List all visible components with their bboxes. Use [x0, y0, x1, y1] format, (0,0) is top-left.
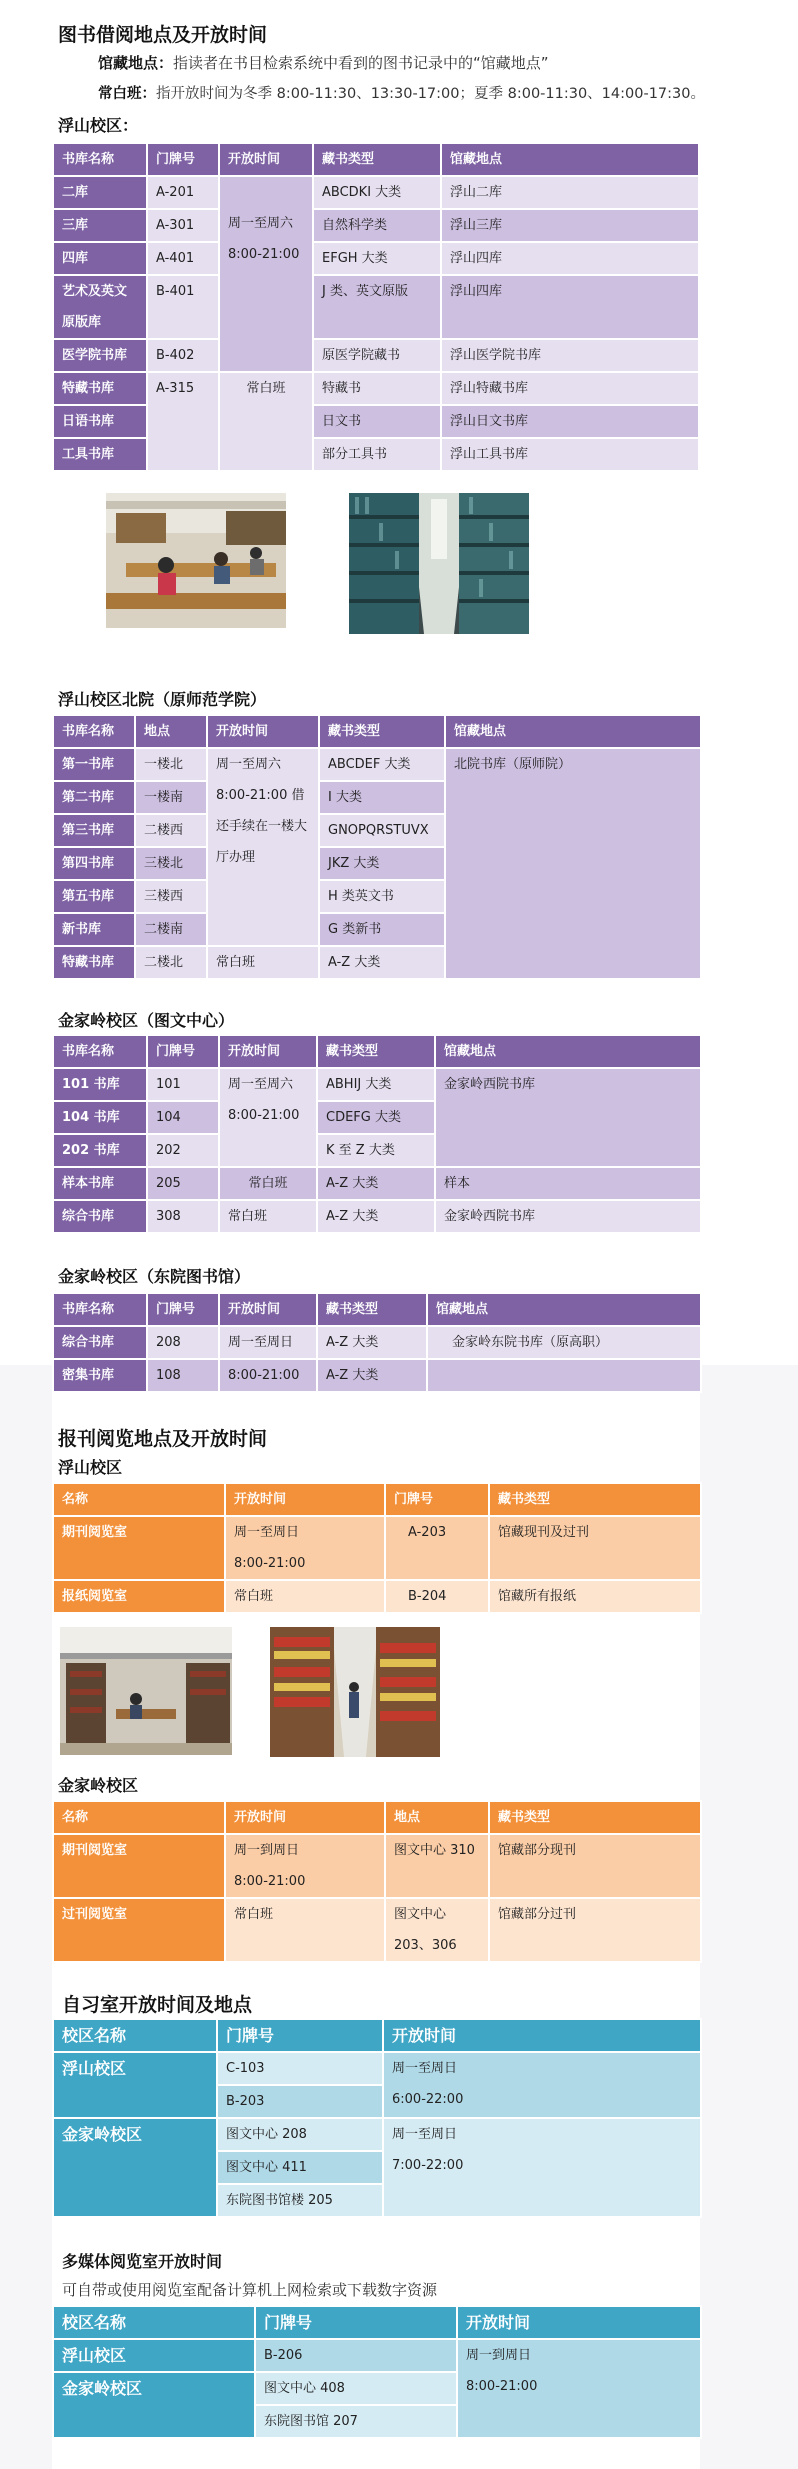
- stack-place: 一楼南: [135, 781, 207, 814]
- reading-room-illustration: [106, 493, 286, 628]
- column-header: 藏书类型: [489, 1483, 701, 1516]
- open-hours: 常白班: [225, 1898, 385, 1962]
- column-header: 馆藏地点: [441, 143, 699, 176]
- table-row: [53, 2052, 701, 2085]
- note-text: 指开放时间为冬季 8:00-11:30、13:30-17:00；夏季 8:00-11:30、14:00-17:30。: [156, 86, 705, 102]
- door-number: A-203: [385, 1516, 489, 1580]
- collection-location: 样本: [435, 1167, 701, 1200]
- column-header: 书库名称: [53, 715, 135, 748]
- room-place-line2: 203、306: [394, 1938, 457, 1953]
- stack-place: 二楼南: [135, 913, 207, 946]
- stack-place: 二楼北: [135, 946, 207, 979]
- note-label: 馆藏地点：: [98, 54, 174, 72]
- campus-heading: 金家岭校区: [58, 1776, 139, 1795]
- collection-type: A-Z 大类: [317, 1200, 435, 1233]
- multimedia-note: 可自带或使用阅览室配备计算机上网检索或下载数字资源: [62, 2281, 438, 2299]
- room-place: 图文中心 310: [385, 1834, 489, 1898]
- stack-name: 日语书库: [53, 405, 147, 438]
- fushan-library-table: [52, 142, 700, 472]
- table-row: [53, 1898, 701, 1962]
- open-hours: 常白班: [219, 1200, 317, 1233]
- door-number: C-103: [217, 2052, 383, 2085]
- table-row: [53, 1516, 701, 1580]
- table-row: [53, 2339, 701, 2372]
- periodicals-room-photo: [60, 1627, 232, 1755]
- jinjialing-center-library-table: [52, 1034, 702, 1234]
- campus-name: 金家岭校区: [53, 2118, 217, 2217]
- table-row: [53, 2118, 701, 2151]
- stack-name: 三库: [53, 209, 147, 242]
- collection-type: 部分工具书: [313, 438, 441, 471]
- collection-location: 金家岭西院书库: [435, 1068, 701, 1167]
- column-header: 门牌号: [147, 1035, 219, 1068]
- open-hours-time: 8:00-21:00: [234, 1874, 306, 1889]
- collection-location: 金家岭东院书库（原高职）: [427, 1326, 701, 1359]
- room-name: 期刊阅览室: [53, 1516, 225, 1580]
- column-header: 开放时间: [383, 2019, 701, 2052]
- collection-location: 浮山医学院书库: [441, 339, 699, 372]
- stack-name: 104 书库: [53, 1101, 147, 1134]
- table-row: [53, 1359, 701, 1392]
- collection-type: ABCDEF 大类: [319, 748, 445, 781]
- room-place: [385, 1898, 489, 1962]
- stack-name: 综合书库: [53, 1200, 147, 1233]
- column-header: 门牌号: [217, 2019, 383, 2052]
- table-header-row: [53, 2019, 701, 2052]
- open-hours-days: 周一到周日: [466, 2348, 532, 2363]
- table-header-row: [53, 1801, 701, 1834]
- column-header: 名称: [53, 1483, 225, 1516]
- note-label: 常白班：: [98, 86, 156, 102]
- door-number: A-315: [147, 372, 219, 471]
- stack-name: 第四书库: [53, 847, 135, 880]
- table-header-row: [53, 1035, 701, 1068]
- door-number: B-206: [255, 2339, 457, 2372]
- column-header: 开放时间: [219, 143, 313, 176]
- stack-name: 第一书库: [53, 748, 135, 781]
- study-room-table: [52, 2018, 702, 2218]
- collection-type: H 类英文书: [319, 880, 445, 913]
- campus-heading: 浮山校区北院（原师范学院）: [58, 690, 267, 709]
- open-hours: 周一至周日: [219, 1326, 317, 1359]
- door-number: A-401: [147, 242, 219, 275]
- collection-type: ABHIJ 大类: [317, 1068, 435, 1101]
- door-number: 图文中心 411: [217, 2151, 383, 2184]
- table-row: [53, 1068, 701, 1101]
- column-header: 馆藏地点: [445, 715, 701, 748]
- page-background-shade: [0, 1365, 52, 2469]
- stack-name: 新书库: [53, 913, 135, 946]
- column-header: 校区名称: [53, 2019, 217, 2052]
- collection-type: JKZ 大类: [319, 847, 445, 880]
- collection-location: 浮山二库: [441, 176, 699, 209]
- stack-name: 特藏书库: [53, 946, 135, 979]
- campus-heading: 金家岭校区（图文中心）: [58, 1011, 235, 1030]
- section-title-book-lending: 图书借阅地点及开放时间: [58, 24, 268, 46]
- door-number: 东院图书馆楼 205: [217, 2184, 383, 2217]
- table-row: [53, 1326, 701, 1359]
- door-number: 308: [147, 1200, 219, 1233]
- open-hours: [383, 2118, 701, 2217]
- table-row: [53, 1200, 701, 1233]
- table-row: [53, 1167, 701, 1200]
- door-number: 图文中心 408: [255, 2372, 457, 2405]
- collection-type: A-Z 大类: [319, 946, 445, 979]
- section-title-study-rooms: 自习室开放时间及地点: [62, 1994, 253, 2016]
- column-header: 开放时间: [207, 715, 319, 748]
- door-number: B-204: [385, 1580, 489, 1613]
- open-hours-time: 6:00-22:00: [392, 2092, 464, 2107]
- collection-location: 浮山三库: [441, 209, 699, 242]
- open-hours: [219, 176, 313, 372]
- stack-place: 二楼西: [135, 814, 207, 847]
- table-header-row: [53, 2306, 701, 2339]
- column-header: 校区名称: [53, 2306, 255, 2339]
- collection-type: EFGH 大类: [313, 242, 441, 275]
- door-number: 101: [147, 1068, 219, 1101]
- stack-place: 三楼西: [135, 880, 207, 913]
- open-hours-days: 周一到周日: [234, 1843, 300, 1858]
- table-row: [53, 339, 699, 372]
- collection-type: 原医学院藏书: [313, 339, 441, 372]
- stack-place: 三楼北: [135, 847, 207, 880]
- note-text: 指读者在书目检索系统中看到的图书记录中的“馆藏地点”: [173, 54, 549, 72]
- open-hours: [225, 1516, 385, 1580]
- column-header: 开放时间: [219, 1035, 317, 1068]
- open-hours-days: 周一至周日: [234, 1525, 300, 1540]
- table-row: [53, 209, 699, 242]
- stack-name: 第二书库: [53, 781, 135, 814]
- table-header-row: [53, 143, 699, 176]
- table-row: [53, 1580, 701, 1613]
- open-hours-days: 周一至周日: [392, 2127, 458, 2142]
- door-number: 202: [147, 1134, 219, 1167]
- campus-heading: 金家岭校区（东院图书馆）: [58, 1267, 251, 1286]
- column-header: 书库名称: [53, 1293, 147, 1326]
- section-title-multimedia: 多媒体阅览室开放时间: [62, 2252, 223, 2271]
- table-row: [53, 748, 701, 781]
- door-number: A-301: [147, 209, 219, 242]
- table-row: [53, 242, 699, 275]
- stack-name: 第五书库: [53, 880, 135, 913]
- table-row: [53, 275, 699, 339]
- door-number: B-402: [147, 339, 219, 372]
- open-hours-days: 周一至周六: [228, 216, 294, 231]
- door-number: 104: [147, 1101, 219, 1134]
- open-hours: 常白班: [219, 372, 313, 471]
- table-header-row: [53, 1483, 701, 1516]
- collection-type: I 大类: [319, 781, 445, 814]
- periodicals-shelf-illustration: [270, 1627, 440, 1757]
- collection-type: A-Z 大类: [317, 1359, 427, 1392]
- column-header: 藏书类型: [489, 1801, 701, 1834]
- collection-type: 馆藏部分现刊: [489, 1834, 701, 1898]
- table-row: [53, 176, 699, 209]
- door-number: 208: [147, 1326, 219, 1359]
- stack-name: 四库: [53, 242, 147, 275]
- periodicals-shelf-photo: [270, 1627, 440, 1757]
- bookshelf-illustration: [349, 493, 529, 634]
- door-number: 205: [147, 1167, 219, 1200]
- collection-type: 馆藏所有报纸: [489, 1580, 701, 1613]
- room-name: 期刊阅览室: [53, 1834, 225, 1898]
- bookshelf-photo: [349, 493, 529, 634]
- open-hours: 常白班: [207, 946, 319, 979]
- column-header: 地点: [135, 715, 207, 748]
- stack-name: 医学院书库: [53, 339, 147, 372]
- open-hours-days: 周一至周日: [392, 2061, 458, 2076]
- stack-name: 样本书库: [53, 1167, 147, 1200]
- column-header: 藏书类型: [313, 143, 441, 176]
- door-number: B-401: [147, 275, 219, 339]
- collection-type: A-Z 大类: [317, 1167, 435, 1200]
- door-number: A-201: [147, 176, 219, 209]
- column-header: 书库名称: [53, 143, 147, 176]
- column-header: 门牌号: [255, 2306, 457, 2339]
- open-hours-days: 周一至周六: [228, 1077, 294, 1092]
- open-hours-time: 8:00-21:00: [228, 1108, 300, 1123]
- open-hours: [225, 1834, 385, 1898]
- stack-name: 密集书库: [53, 1359, 147, 1392]
- collection-type: K 至 Z 大类: [317, 1134, 435, 1167]
- open-hours-time: 8:00-21:00: [228, 247, 300, 262]
- column-header: 地点: [385, 1801, 489, 1834]
- door-number: 东院图书馆 207: [255, 2405, 457, 2438]
- stack-name: 101 书库: [53, 1068, 147, 1101]
- column-header: 门牌号: [147, 1293, 219, 1326]
- room-name: 过刊阅览室: [53, 1898, 225, 1962]
- campus-name: 金家岭校区: [53, 2372, 255, 2438]
- stack-name: 202 书库: [53, 1134, 147, 1167]
- column-header: 门牌号: [385, 1483, 489, 1516]
- reading-room-photo: [106, 493, 286, 628]
- stack-name: 二库: [53, 176, 147, 209]
- collection-type: 日文书: [313, 405, 441, 438]
- column-header: 书库名称: [53, 1035, 147, 1068]
- open-hours: [219, 1068, 317, 1167]
- column-header: 藏书类型: [317, 1293, 427, 1326]
- collection-type: G 类新书: [319, 913, 445, 946]
- fushan-north-library-table: [52, 714, 702, 980]
- door-number: 图文中心 208: [217, 2118, 383, 2151]
- column-header: 馆藏地点: [427, 1293, 701, 1326]
- campus-heading: 浮山校区: [58, 1458, 123, 1477]
- table-row: [53, 1834, 701, 1898]
- stack-name: 工具书库: [53, 438, 147, 471]
- open-hours-time: 8:00-21:00: [234, 1556, 306, 1571]
- column-header: 开放时间: [225, 1801, 385, 1834]
- table-header-row: [53, 715, 701, 748]
- open-hours: [457, 2339, 701, 2438]
- jinjialing-east-library-table: [52, 1292, 702, 1393]
- campus-heading: 浮山校区：: [58, 116, 139, 135]
- column-header: 馆藏地点: [435, 1035, 701, 1068]
- stack-name: 特藏书库: [53, 372, 147, 405]
- door-number: B-203: [217, 2085, 383, 2118]
- collection-type: 特藏书: [313, 372, 441, 405]
- collection-location: 浮山特藏书库: [441, 372, 699, 405]
- collection-type: GNOPQRSTUVX: [319, 814, 445, 847]
- collection-location: [427, 1359, 701, 1392]
- collection-location: 浮山四库: [441, 275, 699, 339]
- multimedia-room-table: [52, 2305, 702, 2439]
- collection-type: 馆藏部分过刊: [489, 1898, 701, 1962]
- stack-name: 艺术及英文原版库: [53, 275, 147, 339]
- open-hours-time: 7:00-22:00: [392, 2158, 464, 2173]
- column-header: 开放时间: [219, 1293, 317, 1326]
- collection-type: ABCDKI 大类: [313, 176, 441, 209]
- column-header: 藏书类型: [319, 715, 445, 748]
- table-header-row: [53, 1293, 701, 1326]
- collection-type: A-Z 大类: [317, 1326, 427, 1359]
- room-name: 报纸阅览室: [53, 1580, 225, 1613]
- section-title-periodicals: 报刊阅览地点及开放时间: [58, 1428, 268, 1450]
- periodicals-room-illustration: [60, 1627, 232, 1755]
- collection-location: 浮山四库: [441, 242, 699, 275]
- note-regular-shift: [98, 82, 705, 103]
- page-background-shade: [700, 1365, 798, 2469]
- collection-location: 浮山工具书库: [441, 438, 699, 471]
- stack-name: 第三书库: [53, 814, 135, 847]
- open-hours: [383, 2052, 701, 2118]
- collection-location: 北院书库（原师院）: [445, 748, 701, 979]
- door-number: 108: [147, 1359, 219, 1392]
- jinjialing-periodicals-table: [52, 1800, 702, 1963]
- collection-type: J 类、英文原版: [313, 275, 441, 339]
- open-hours: 8:00-21:00: [219, 1359, 317, 1392]
- stack-name: 综合书库: [53, 1326, 147, 1359]
- column-header: 开放时间: [457, 2306, 701, 2339]
- collection-type: 自然科学类: [313, 209, 441, 242]
- open-hours-time: 8:00-21:00: [466, 2379, 538, 2394]
- campus-name: 浮山校区: [53, 2052, 217, 2118]
- campus-name: 浮山校区: [53, 2339, 255, 2372]
- open-hours: 周一至周六 8:00-21:00 借还手续在一楼大厅办理: [207, 748, 319, 946]
- room-place-line1: 图文中心: [394, 1907, 447, 1922]
- collection-type: 馆藏现刊及过刊: [489, 1516, 701, 1580]
- column-header: 门牌号: [147, 143, 219, 176]
- collection-location: 金家岭西院书库: [435, 1200, 701, 1233]
- collection-type: CDEFG 大类: [317, 1101, 435, 1134]
- open-hours: 常白班: [219, 1167, 317, 1200]
- note-collection-location: [98, 52, 549, 73]
- collection-location: 浮山日文书库: [441, 405, 699, 438]
- stack-place: 一楼北: [135, 748, 207, 781]
- column-header: 开放时间: [225, 1483, 385, 1516]
- table-row: [53, 372, 699, 405]
- column-header: 藏书类型: [317, 1035, 435, 1068]
- open-hours: 常白班: [225, 1580, 385, 1613]
- column-header: 名称: [53, 1801, 225, 1834]
- fushan-periodicals-table: [52, 1482, 702, 1614]
